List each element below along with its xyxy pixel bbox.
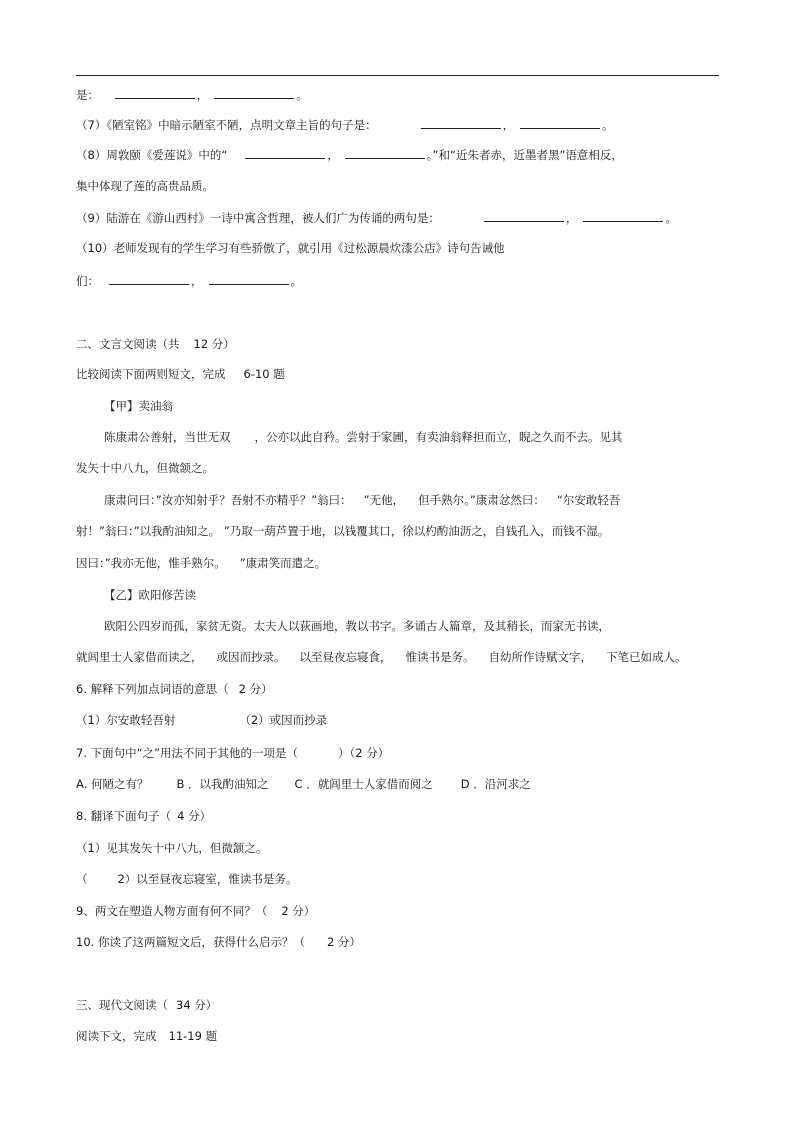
question-10-fill bbox=[76, 272, 302, 289]
question-score: 4 分） bbox=[177, 809, 212, 823]
answer-blank[interactable] bbox=[115, 86, 195, 99]
question-score: ）（2 分） bbox=[338, 746, 390, 760]
answer-blank[interactable] bbox=[209, 272, 289, 285]
question-text-tail: 。”和“近朱者赤，近墨者黑”语意相反， bbox=[426, 148, 623, 162]
answer-blank[interactable] bbox=[520, 116, 600, 129]
text-segment: 就闾里士人家借而读之， bbox=[76, 650, 203, 664]
passage-yi-para1-cont bbox=[76, 649, 687, 665]
question-8 bbox=[76, 808, 211, 824]
question-text: 10. 你读了这两篇短文后，获得什么启示？（ bbox=[76, 935, 305, 949]
question-7-fill bbox=[76, 116, 614, 133]
passage-jia-para2-end bbox=[76, 555, 326, 571]
text-segment: ”康肃笑而遣之。 bbox=[239, 556, 327, 570]
section-3-heading bbox=[76, 997, 217, 1013]
sub-item: （1）尔安敢轻吾射 bbox=[76, 713, 176, 727]
answer-blank[interactable] bbox=[421, 116, 501, 129]
question-9-fill bbox=[76, 209, 677, 226]
text-segment: 自幼所作诗赋文字， bbox=[488, 650, 592, 664]
question-text: 6. 解释下列加点词语的意思（ bbox=[76, 682, 229, 696]
question-7 bbox=[76, 745, 389, 761]
heading-score: 34 分） bbox=[176, 998, 218, 1012]
sub-item: （2）或因而抄录 bbox=[239, 713, 328, 727]
question-6 bbox=[76, 681, 273, 697]
passage-yi-para1: 欧阳公四岁而孤，家贫无资。太夫人以荻画地，教以书字。多诵古人篇章，及其稍长，而家无书读， bbox=[104, 619, 610, 633]
question-score: 2 分） bbox=[326, 935, 361, 949]
text-segment: ，公亦以此自矜。尝射于家圃，有卖油翁释担而立，睨之久而不去。见其 bbox=[254, 430, 623, 444]
section-2-heading bbox=[76, 336, 235, 352]
option-c[interactable]: C ．就闾里士人家借而阅之 bbox=[294, 777, 433, 791]
question-10 bbox=[76, 934, 361, 950]
instruction-range: 11-19 题 bbox=[168, 1029, 218, 1043]
question-8-item2 bbox=[76, 871, 297, 887]
text-segment: 因曰：”我亦无他，惟手熟尔。 bbox=[76, 556, 226, 570]
comma: ， bbox=[565, 211, 578, 225]
text-segment: 以至昼夜忘寝食， bbox=[299, 650, 392, 664]
section-2-instruction bbox=[76, 366, 285, 382]
question-6-items bbox=[76, 712, 327, 728]
option-a[interactable]: A. 何陋之有？ bbox=[76, 777, 149, 791]
period: 。 bbox=[665, 211, 677, 225]
question-text: 8. 翻译下面句子（ bbox=[76, 809, 172, 823]
text-segment: 康肃问曰：”汝亦知射乎？吾射不亦精乎？”翁曰： bbox=[104, 493, 352, 507]
passage-jia-title: 【甲】卖油翁 bbox=[104, 399, 173, 413]
question-10-text: （10）老师发现有的学生学习有些骄傲了，就引用《过松源晨炊漆公店》诗句告诫他 bbox=[76, 241, 505, 255]
question-text: 7. 下面句中“之”用法不同于其他的一项是（ bbox=[76, 746, 299, 760]
comma: ， bbox=[191, 274, 203, 288]
heading-score: 12 分） bbox=[193, 337, 235, 351]
question-9 bbox=[76, 903, 315, 919]
question-text: （9）陆游在《游山西村》一诗中寓含哲理，被人们广为传诵的两句是： bbox=[76, 211, 440, 225]
instruction-text: 比较阅读下面两则短文，完成 bbox=[76, 367, 226, 381]
answer-blank[interactable] bbox=[583, 209, 663, 222]
period: 。 bbox=[602, 118, 614, 132]
header-rule bbox=[76, 75, 719, 76]
question-8-line2: 集中体现了莲的高贵品质。 bbox=[76, 179, 214, 193]
answer-blank[interactable] bbox=[109, 272, 189, 285]
question-8-fill bbox=[76, 146, 623, 163]
option-b[interactable]: B ．以我酌油知之 bbox=[176, 777, 269, 791]
passage-jia-para2 bbox=[104, 492, 620, 508]
answer-blank[interactable] bbox=[345, 146, 425, 159]
question-text: （8）周敦颐《爱莲说》中的“ bbox=[76, 148, 228, 162]
comma: ， bbox=[502, 118, 515, 132]
question-text: 9、两文在塑造人物方面有何不同？（ bbox=[76, 904, 268, 918]
heading-text: 三、现代文阅读（ bbox=[76, 998, 168, 1012]
answer-blank[interactable] bbox=[484, 209, 564, 222]
answer-blank[interactable] bbox=[245, 146, 325, 159]
question-8-item1: （1）见其发矢十中八九，但微颔之。 bbox=[76, 841, 268, 855]
option-d[interactable]: D ．沿河求之 bbox=[460, 777, 531, 791]
text-segment: “尔安敢轻吾 bbox=[556, 493, 621, 507]
question-score: 2 分） bbox=[281, 904, 316, 918]
text-segment: （ bbox=[76, 872, 88, 886]
text-segment: 惟读书是务。 bbox=[405, 650, 475, 664]
comma: ， bbox=[196, 88, 209, 102]
fill-blank-line-continuation bbox=[76, 86, 308, 103]
passage-jia-para2-cont: 射！”翁曰：”以我酌油知之。 ”乃取一葫芦置于地，以钱覆其口，徐以杓酌油沥之，自钱孔入，而钱不湿。 bbox=[76, 524, 610, 538]
period: 。 bbox=[290, 274, 302, 288]
text-segment: 下笔已如成人。 bbox=[606, 650, 687, 664]
instruction-text: 阅读下文，完成 bbox=[76, 1029, 157, 1043]
instruction-range: 6-10 题 bbox=[243, 367, 285, 381]
line-prefix: 是： bbox=[76, 88, 99, 102]
answer-blank[interactable] bbox=[214, 86, 294, 99]
text-segment: 或因而抄录。 bbox=[216, 650, 286, 664]
text-segment: 但手熟尔。”康肃忿然曰： bbox=[418, 493, 545, 507]
text-segment: 陈康肃公善射，当世无双 bbox=[104, 430, 231, 444]
line-prefix: 们： bbox=[76, 274, 99, 288]
passage-yi-title: 【乙】欧阳修苦读 bbox=[104, 588, 196, 602]
question-text: （7）《陋室铭》中暗示陋室不陋，点明文章主旨的句子是： bbox=[76, 118, 377, 132]
passage-jia-para1-end: 发矢十中八九，但微颔之。 bbox=[76, 461, 214, 475]
period: 。 bbox=[296, 88, 308, 102]
comma: ， bbox=[327, 148, 339, 162]
question-score: 2 分） bbox=[238, 682, 273, 696]
text-segment: 2）以至昼夜忘寝室，惟读书是务。 bbox=[117, 872, 298, 886]
question-7-options bbox=[76, 776, 531, 792]
section-3-instruction bbox=[76, 1028, 217, 1044]
passage-jia-para1 bbox=[104, 429, 623, 445]
text-segment: ”无他， bbox=[363, 493, 405, 507]
heading-text: 二、文言文阅读（共 bbox=[76, 337, 180, 351]
